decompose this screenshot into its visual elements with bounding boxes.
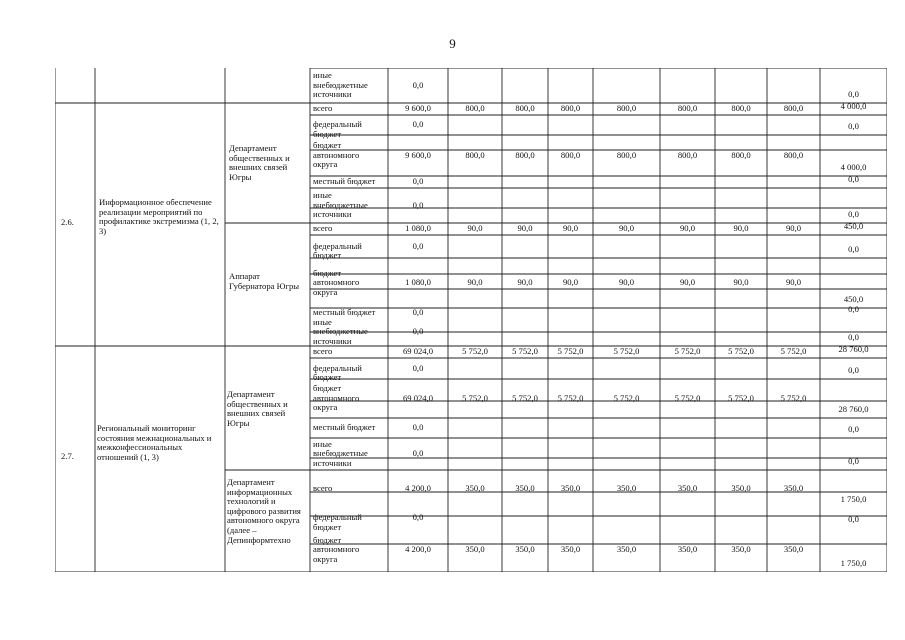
budget-table <box>55 68 887 572</box>
value-cell: 9 600,0 <box>405 103 431 113</box>
value-cell: 350,0 <box>731 483 751 493</box>
value-cell: 800,0 <box>515 103 535 113</box>
source-cell: бюджет автономного округа <box>313 534 360 564</box>
value-cell: 350,0 <box>783 544 804 554</box>
value-cell: 1 080,0 <box>405 223 431 233</box>
value-cell: 90,0 <box>562 277 579 287</box>
value-cell: 800,0 <box>616 103 637 113</box>
value-cell: 350,0 <box>616 483 637 493</box>
value-cell: 69 024,0 <box>402 346 434 356</box>
source-cell: иные внебюджетные источники <box>313 316 368 346</box>
total-cell: 0,0 <box>848 304 859 314</box>
value-cell: 800,0 <box>515 149 535 160</box>
total-cell: 0,0 <box>848 365 859 375</box>
source-cell: всего <box>313 103 333 114</box>
value-cell: 90,0 <box>517 277 533 287</box>
value-cell: 800,0 <box>677 103 698 113</box>
total-cell: 0,0 <box>848 244 859 254</box>
value-cell: 90,0 <box>785 223 802 233</box>
executor: Департамент общественных и внешних связей Югры <box>229 143 290 182</box>
value-cell: 800,0 <box>731 103 751 113</box>
value-cell: 0,0 <box>412 307 424 317</box>
total-cell: 0,0 <box>848 424 859 434</box>
value-cell: 0,0 <box>412 512 424 522</box>
value-cell: 800,0 <box>783 103 804 113</box>
value-cell: 90,0 <box>618 277 635 287</box>
value-cell: 350,0 <box>677 544 698 554</box>
value-cell: 90,0 <box>618 223 635 233</box>
value-cell: 800,0 <box>783 149 804 160</box>
item-name: Информационное обеспечение реализации мероприятий по профилактике экстремизма (1, 2, 3) <box>99 197 219 236</box>
value-cell: 350,0 <box>731 544 751 554</box>
total-cell: 4 000,0 <box>840 101 867 111</box>
value-cell: 5 752,0 <box>674 392 701 403</box>
value-cell: 800,0 <box>731 149 751 160</box>
item-number: 2.6. <box>61 217 74 227</box>
value-cell: 800,0 <box>560 103 581 113</box>
value-cell: 350,0 <box>677 483 698 493</box>
value-cell: 4 200,0 <box>405 483 431 493</box>
total-cell: 450,0 <box>843 294 864 304</box>
executor: Департамент общественных и внешних связей Югры <box>227 389 288 428</box>
item-number: 2.7. <box>61 451 74 461</box>
value-cell: 5 752,0 <box>613 346 640 356</box>
source-cell: федеральный бюджет <box>313 119 362 139</box>
total-cell: 0,0 <box>848 121 859 131</box>
source-cell: местный бюджет <box>313 307 376 318</box>
value-cell: 350,0 <box>783 483 804 493</box>
value-cell: 9 600,0 <box>405 149 431 160</box>
total-cell: 28 760,0 <box>838 344 869 354</box>
value-cell: 800,0 <box>465 103 485 113</box>
value-cell: 5 752,0 <box>512 392 538 403</box>
table-grid <box>55 68 887 572</box>
value-cell: 0,0 <box>412 176 424 186</box>
value-cell: 90,0 <box>733 277 749 287</box>
value-cell: 350,0 <box>465 483 485 493</box>
value-cell: 350,0 <box>560 544 581 554</box>
page-number: 9 <box>449 36 456 51</box>
value-cell: 5 752,0 <box>512 346 538 356</box>
value-cell: 350,0 <box>515 483 535 493</box>
item-name: Региональный мониторинг состояния межнациональных и межконфессиональных отношений (1, 3) <box>97 423 212 462</box>
value-cell: 0,0 <box>412 199 424 210</box>
total-cell: 28 760,0 <box>838 404 869 414</box>
value-cell: 0,0 <box>412 79 424 90</box>
value-cell: 90,0 <box>679 277 696 287</box>
value-cell: 350,0 <box>616 544 637 554</box>
value-cell: 90,0 <box>467 277 483 287</box>
value-cell: 5 752,0 <box>780 392 807 403</box>
total-cell: 0,0 <box>848 89 859 99</box>
value-cell: 90,0 <box>517 223 533 233</box>
value-cell: 5 752,0 <box>613 392 640 403</box>
value-cell: 0,0 <box>412 362 424 373</box>
value-cell: 800,0 <box>465 149 485 160</box>
value-cell: 0,0 <box>412 240 424 251</box>
source-cell: федеральный бюджет <box>313 362 362 383</box>
value-cell: 0,0 <box>412 422 424 432</box>
total-cell: 0,0 <box>848 174 859 184</box>
value-cell: 90,0 <box>785 277 802 287</box>
total-cell: 1 750,0 <box>840 558 867 568</box>
value-cell: 5 752,0 <box>557 392 584 403</box>
value-cell: 5 752,0 <box>780 346 807 356</box>
source-cell: бюджет автономного округа <box>313 383 360 413</box>
value-cell: 800,0 <box>677 149 698 160</box>
value-cell: 69 024,0 <box>402 392 434 403</box>
total-cell: 0,0 <box>848 514 859 524</box>
source-cell: иные внебюджетные источники <box>313 70 368 100</box>
source-cell: бюджет автономного округа <box>313 140 360 170</box>
source-cell: всего <box>313 223 333 234</box>
value-cell: 0,0 <box>412 448 424 458</box>
source-cell: федеральный бюджет <box>313 512 362 532</box>
value-cell: 90,0 <box>467 223 483 233</box>
executor: Аппарат Губернатора Югры <box>229 271 300 291</box>
total-cell: 450,0 <box>843 221 864 231</box>
source-cell: иные внебюджетные источники <box>313 438 368 468</box>
source-cell: бюджет автономного округа <box>313 267 360 297</box>
source-cell: всего <box>313 346 333 357</box>
source-cell: иные внебюджетные источники <box>313 190 368 220</box>
total-cell: 0,0 <box>848 332 859 342</box>
source-cell: всего <box>313 483 333 494</box>
value-cell: 1 080,0 <box>405 277 431 287</box>
source-cell: местный бюджет <box>313 176 376 187</box>
value-cell: 5 752,0 <box>557 346 584 356</box>
value-cell: 0,0 <box>412 326 424 336</box>
value-cell: 5 752,0 <box>462 392 488 403</box>
value-cell: 4 200,0 <box>405 544 431 554</box>
value-cell: 350,0 <box>465 544 485 554</box>
value-cell: 90,0 <box>733 223 749 233</box>
executor: Департамент информационных технологий и цифрового развития автономного округа (далее – Депинформтехно <box>227 477 301 545</box>
value-cell: 800,0 <box>616 149 637 160</box>
value-cell: 5 752,0 <box>462 346 488 356</box>
value-cell: 5 752,0 <box>728 346 754 356</box>
total-cell: 1 750,0 <box>840 494 867 504</box>
value-cell: 90,0 <box>562 223 579 233</box>
total-cell: 0,0 <box>848 209 859 219</box>
value-cell: 350,0 <box>515 544 535 554</box>
value-cell: 0,0 <box>412 119 424 129</box>
value-cell: 5 752,0 <box>674 346 701 356</box>
total-cell: 0,0 <box>848 456 859 466</box>
source-cell: федеральный бюджет <box>313 240 362 261</box>
source-cell: местный бюджет <box>313 422 376 433</box>
value-cell: 800,0 <box>560 149 581 160</box>
value-cell: 5 752,0 <box>728 392 754 403</box>
value-cell: 350,0 <box>560 483 581 493</box>
value-cell: 90,0 <box>679 223 696 233</box>
total-cell: 4 000,0 <box>840 162 867 172</box>
